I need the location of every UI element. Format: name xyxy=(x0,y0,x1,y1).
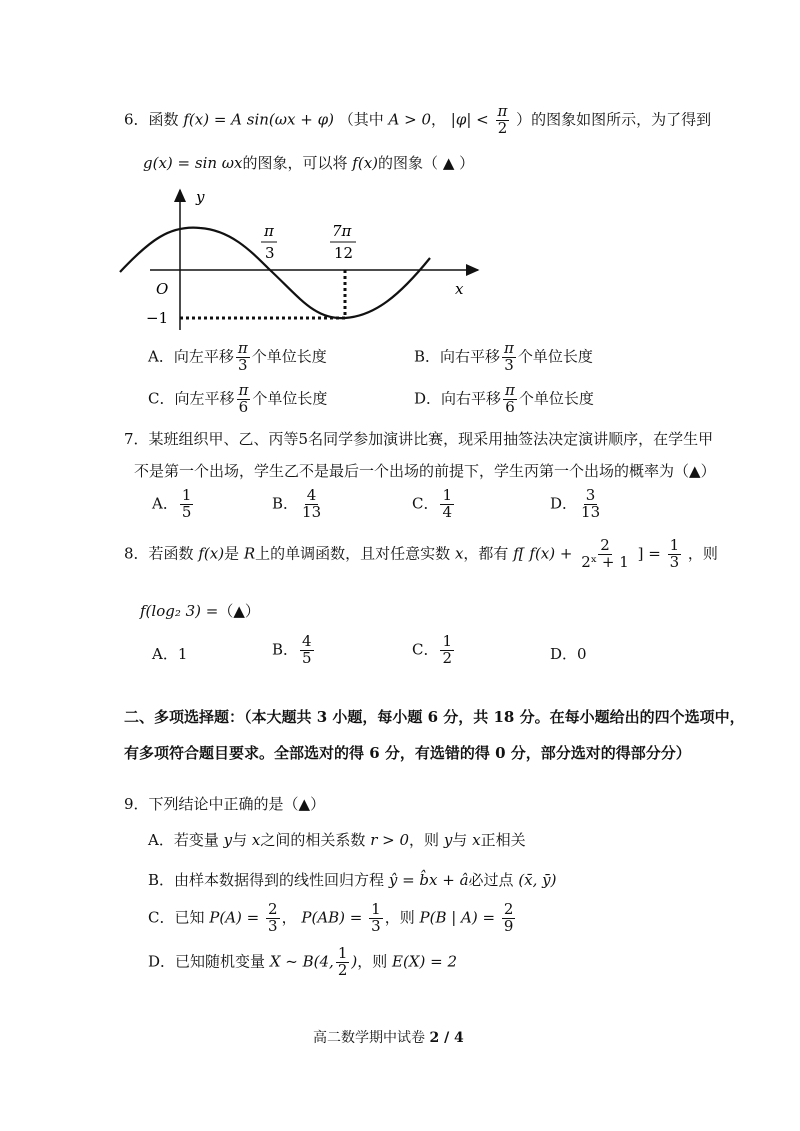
x-axis-label: x xyxy=(455,280,464,298)
sine-curve xyxy=(120,228,430,319)
q7-option-d[interactable]: D． $\frac{3}{13}$ xyxy=(550,486,601,521)
q6-phi-fraction: $\frac{\pi}{2}$ xyxy=(497,102,508,137)
tick-pi3-den: 3 xyxy=(265,244,275,262)
tick-7pi12-num: 7π xyxy=(332,222,352,240)
sine-graph xyxy=(110,180,490,340)
q6-line2: g(x) = sin ωx的图象，可以将 f(x)的图象（ ▲ ） xyxy=(143,154,475,172)
q6-option-a[interactable]: A．向左平移 $\frac{\pi}{3}$ 个单位长度 xyxy=(148,339,327,374)
q6-line1: 6．函数 f(x) = A sin(ωx + φ) （其中 A > 0， |φ| < $\frac{\pi}{2}$ ）的图象如图所示，为了得到 xyxy=(124,102,712,137)
q7-line1: 7．某班组织甲、乙、丙等5名同学参加演讲比赛，现采用抽签法决定演讲顺序，在学生甲 xyxy=(124,430,714,448)
q8-option-a[interactable]: A．1 xyxy=(152,645,188,663)
page-number: 2 / 4 xyxy=(429,1030,464,1046)
tick-pi3-num: π xyxy=(264,222,274,240)
minus-one-label: −1 xyxy=(146,309,169,327)
q8-option-c[interactable]: C． $\frac{1}{2}$ xyxy=(412,632,453,667)
q6-option-b[interactable]: B．向右平移 $\frac{\pi}{3}$ 个单位长度 xyxy=(414,339,593,374)
q8-option-b[interactable]: B． $\frac{4}{5}$ xyxy=(272,632,312,667)
page-footer xyxy=(313,1027,464,1047)
q6-option-d[interactable]: D．向右平移 $\frac{\pi}{6}$ 个单位长度 xyxy=(414,381,594,416)
q6-gx-expr: g(x) = sin ωx xyxy=(143,154,243,172)
section2-line2: 有多项符合题目要求。全部选对的得 6 分，有选错的得 0 分，部分选对的得部分分） xyxy=(124,744,691,762)
triangle-icon: ▲ xyxy=(298,795,311,813)
q8-option-d[interactable]: D．0 xyxy=(550,645,587,663)
y-axis-label: y xyxy=(196,188,205,206)
q9-stem: 9．下列结论中正确的是（▲） xyxy=(124,795,326,813)
tick-7pi12-den: 12 xyxy=(334,244,354,262)
triangle-icon: ▲ xyxy=(233,602,245,620)
q9-option-b[interactable]: B．由样本数据得到的线性回归方程 ŷ = b̂x + â必过点 (x̄, ȳ) xyxy=(148,871,557,889)
q7-option-b[interactable]: B． $\frac{4}{13}$ xyxy=(272,486,322,521)
q6-number: 6． xyxy=(124,110,149,129)
footer-title: 高二数学期中试卷 xyxy=(313,1030,425,1046)
q7-line2: 不是第一个出场，学生乙不是最后一个出场的前提下，学生丙第一个出场的概率为（▲） xyxy=(134,462,716,480)
q7-option-c[interactable]: C． $\frac{1}{4}$ xyxy=(412,486,453,521)
triangle-icon: ▲ xyxy=(689,462,701,480)
origin-label: O xyxy=(156,280,169,298)
q6-option-c[interactable]: C．向左平移 $\frac{\pi}{6}$ 个单位长度 xyxy=(148,381,328,416)
section2-line1: 二、多项选择题：（本大题共 3 小题，每小题 6 分，共 18 分。在每小题给出的四个选项中， xyxy=(124,708,745,726)
q9-option-c[interactable]: C．已知 P(A) = $\frac{2}{3}$ ， P(AB) = $\frac{1}{3}$ ，则 P(B | A) = $\frac{2}{9}$ xyxy=(148,900,514,935)
q7-option-a[interactable]: A． $\frac{1}{5}$ xyxy=(152,486,192,521)
q8-expression: f[ f(x) + xyxy=(513,544,573,563)
q9-option-a[interactable]: A．若变量 y与 x之间的相关系数 r > 0，则 y与 x正相关 xyxy=(148,831,526,849)
q9-option-d[interactable]: D．已知随机变量 X ~ B(4, $\frac{1}{2}$ )，则 E(X) = 2 xyxy=(148,944,457,979)
triangle-icon: ▲ xyxy=(442,154,455,172)
q8-line1: 8．若函数 f(x)是 R上的单调函数，且对任意实数 x，都有 f[ f(x) + $\frac{2}{\text{2ˣ + 1}}$ ] = $\frac{1}{3}$ ，则 xyxy=(124,536,718,571)
q8-line2: f(log₂ 3) =（▲） xyxy=(140,602,260,620)
q6-fx-expr: f(x) = A sin(ωx + φ) xyxy=(183,110,334,129)
